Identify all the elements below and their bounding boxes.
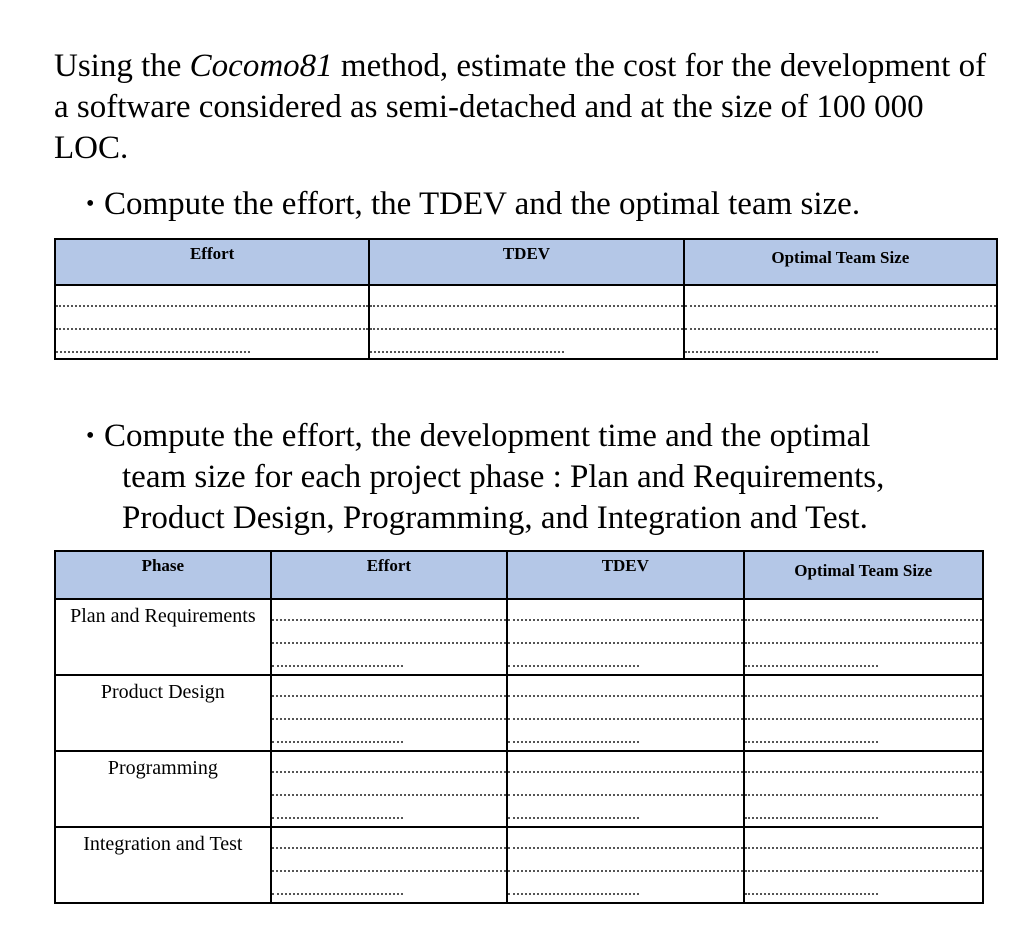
answer-tdev[interactable] (369, 285, 683, 359)
header-tdev: TDEV (507, 551, 743, 599)
answer-effort[interactable] (55, 285, 369, 359)
intro-part2: method, estimate the cost for the development of a software considered as semi-detached and at the size of 100 000 LOC. (54, 48, 987, 166)
table-row (55, 827, 983, 903)
phase-product-design: Product Design (55, 675, 271, 751)
header-optimal-team-size: Optimal Team Size (684, 239, 997, 285)
answer-effort[interactable] (271, 675, 507, 751)
answer-team-size[interactable] (744, 599, 983, 675)
header-optimal-team-size: Optimal Team Size (744, 551, 983, 599)
answer-effort[interactable] (271, 599, 507, 675)
answer-team-size[interactable] (684, 285, 997, 359)
global-estimate-table (54, 238, 998, 360)
method-name: Cocomo81 (189, 48, 333, 84)
answer-team-size[interactable] (744, 751, 983, 827)
task-2-line1: Compute the effort, the development time and the optimal (104, 418, 871, 454)
header-effort: Effort (271, 551, 507, 599)
phase-integration-and-test: Integration and Test (55, 827, 271, 903)
table-header-row (55, 239, 997, 285)
table-row (55, 751, 983, 827)
table-row (55, 675, 983, 751)
header-tdev: TDEV (369, 239, 683, 285)
bullet-icon: • (86, 191, 95, 217)
table-row (55, 285, 997, 359)
task-2 (86, 416, 966, 539)
table-header-row (55, 551, 983, 599)
answer-tdev[interactable] (507, 751, 743, 827)
bullet-icon: • (86, 423, 95, 449)
phase-plan-and-requirements: Plan and Requirements (55, 599, 271, 675)
answer-tdev[interactable] (507, 675, 743, 751)
answer-effort[interactable] (271, 827, 507, 903)
table-row (55, 599, 983, 675)
header-phase: Phase (55, 551, 271, 599)
header-effort: Effort (55, 239, 369, 285)
answer-tdev[interactable] (507, 599, 743, 675)
answer-team-size[interactable] (744, 827, 983, 903)
task-1-text: Compute the effort, the TDEV and the optimal team size. (104, 186, 861, 222)
phase-estimate-table (54, 550, 984, 904)
task-1 (86, 184, 860, 225)
answer-tdev[interactable] (507, 827, 743, 903)
phase-programming: Programming (55, 751, 271, 827)
answer-team-size[interactable] (744, 675, 983, 751)
answer-effort[interactable] (271, 751, 507, 827)
intro-part1: Using the (54, 48, 190, 84)
problem-statement (54, 46, 1004, 169)
task-2-rest: team size for each project phase : Plan and Requirements, Product Design, Programming, and Integration and Test. (122, 459, 885, 536)
